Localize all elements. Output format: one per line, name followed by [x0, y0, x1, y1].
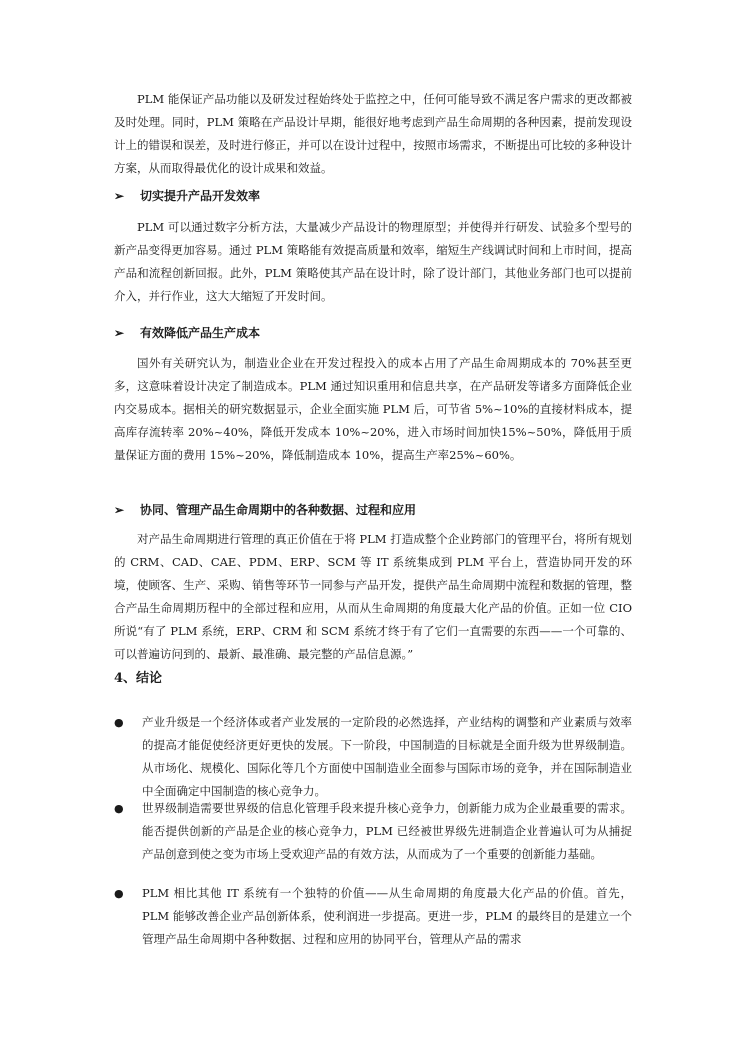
section-title: 协同、管理产品生命周期中的各种数据、过程和应用 [140, 503, 417, 517]
section-heading-cost [114, 323, 260, 343]
section-body-collaboration [114, 528, 632, 666]
conclusion-item-3 [114, 882, 632, 951]
conclusion-text: PLM 相比其他 IT 系统有一个独特的价值——从生命周期的角度最大化产品的价值。首先，PLM 能够改善企业产品创新体系，使利润进一步提高。更进一步，PLM 的最终目的是建立一个管理产品生命周期中各种数据、过程和应用的协同平台，管理从产品的需求 [142, 886, 632, 946]
conclusion-item-1 [114, 711, 632, 803]
conclusion-text: 世界级制造需要世界级的信息化管理手段来提升核心竞争力，创新能力成为企业最重要的需求。能否提供创新的产品是企业的核心竞争力，PLM 已经被世界级先进制造企业普遍认可为从捕捉产品创意到使之变为市场上受欢迎产品的有效方法，从而成为了一个重要的创新能力基础。 [142, 801, 632, 861]
section-title: 有效降低产品生产成本 [140, 326, 261, 340]
arrow-bullet-icon: ➢ [114, 503, 125, 517]
conclusion-text: 产业升级是一个经济体或者产业发展的一定阶段的必然选择，产业结构的调整和产业素质与效率的提高才能促使经济更好更快的发展。下一阶段，中国制造的目标就是全面升级为世界级制造。从市场化、规模化、国际化等几个方面使中国制造业全面参与国际市场的竞争，并在国际制造业中全面确定中国制造的核心竞争力。 [142, 715, 632, 798]
section-body-cost [114, 352, 632, 467]
section-paragraph: 对产品生命周期进行管理的真正价值在于将 PLM 打造成整个企业跨部门的管理平台，将所有规划的 CRM、CAD、CAE、PDM、ERP、SCM 等 IT 系统集成到 PLM 平台上，营造协同开发的环境，使顾客、生产、采购、销售等环节一同参与产品开发，提供产品生命周期中流程和数据的管理，整合产品生命周期历程中的全部过程和应用，从而从生命周期的角度最大化产品的价值。正如一位 CIO 所说“有了 PLM 系统，ERP、CRM 和 SCM 系统才终于有了它们一直需要的东西——一个可靠的、可以普遍访问到的、最新、最准确、最完整的产品信息源。” [114, 532, 632, 661]
intro-paragraph: PLM 能保证产品功能以及研发过程始终处于监控之中，任何可能导致不满足客户需求的更改都被及时处理。同时，PLM 策略在产品设计早期，能很好地考虑到产品生命周期的各种因素，提前发现设计上的错误和误差，及时进行修正，并可以在设计过程中，按照市场需求，不断提出可比较的多种设计方案，从而取得最优化的设计成果和效益。 [114, 92, 632, 175]
section-paragraph: PLM 可以通过数字分析方法，大量减少产品设计的物理原型；并使得并行研发、试验多个型号的新产品变得更加容易。通过 PLM 策略能有效提高质量和效率，缩短生产线调试时间和上市时间，提高产品和流程创新回报。此外，PLM 策略使其产品在设计时，除了设计部门，其他业务部门也可以提前介入，并行作业，这大大缩短了开发时间。 [114, 220, 632, 303]
section-title: 切实提升产品开发效率 [140, 189, 261, 203]
bullet-dot-icon: ● [114, 716, 124, 729]
section-heading-collaboration [114, 500, 416, 520]
bullet-dot-icon: ● [114, 802, 124, 815]
conclusion-item-2 [114, 797, 632, 866]
arrow-bullet-icon: ➢ [114, 326, 125, 340]
conclusion-title: 4、结论 [114, 671, 163, 686]
intro-paragraph-block [114, 88, 632, 180]
arrow-bullet-icon: ➢ [114, 189, 125, 203]
section-heading-efficiency [114, 186, 260, 206]
section-paragraph: 国外有关研究认为，制造业企业在开发过程投入的成本占用了产品生命周期成本的 70%甚至更多，这意味着设计决定了制造成本。PLM 通过知识重用和信息共享，在产品研发等诸多方面降低企业内交易成本。据相关的研究数据显示，企业全面实施 PLM 后，可节省 5%~10%的直接材料成本，提高库存流转率 20%~40%，降低开发成本 10%~20%，进入市场时间加快15%~50%，降低用于质量保证方面的费用 15%~20%，降低制造成本 10%，提高生产率25%~60%。 [114, 356, 632, 462]
section-body-efficiency [114, 216, 632, 308]
bullet-dot-icon: ● [114, 887, 124, 900]
